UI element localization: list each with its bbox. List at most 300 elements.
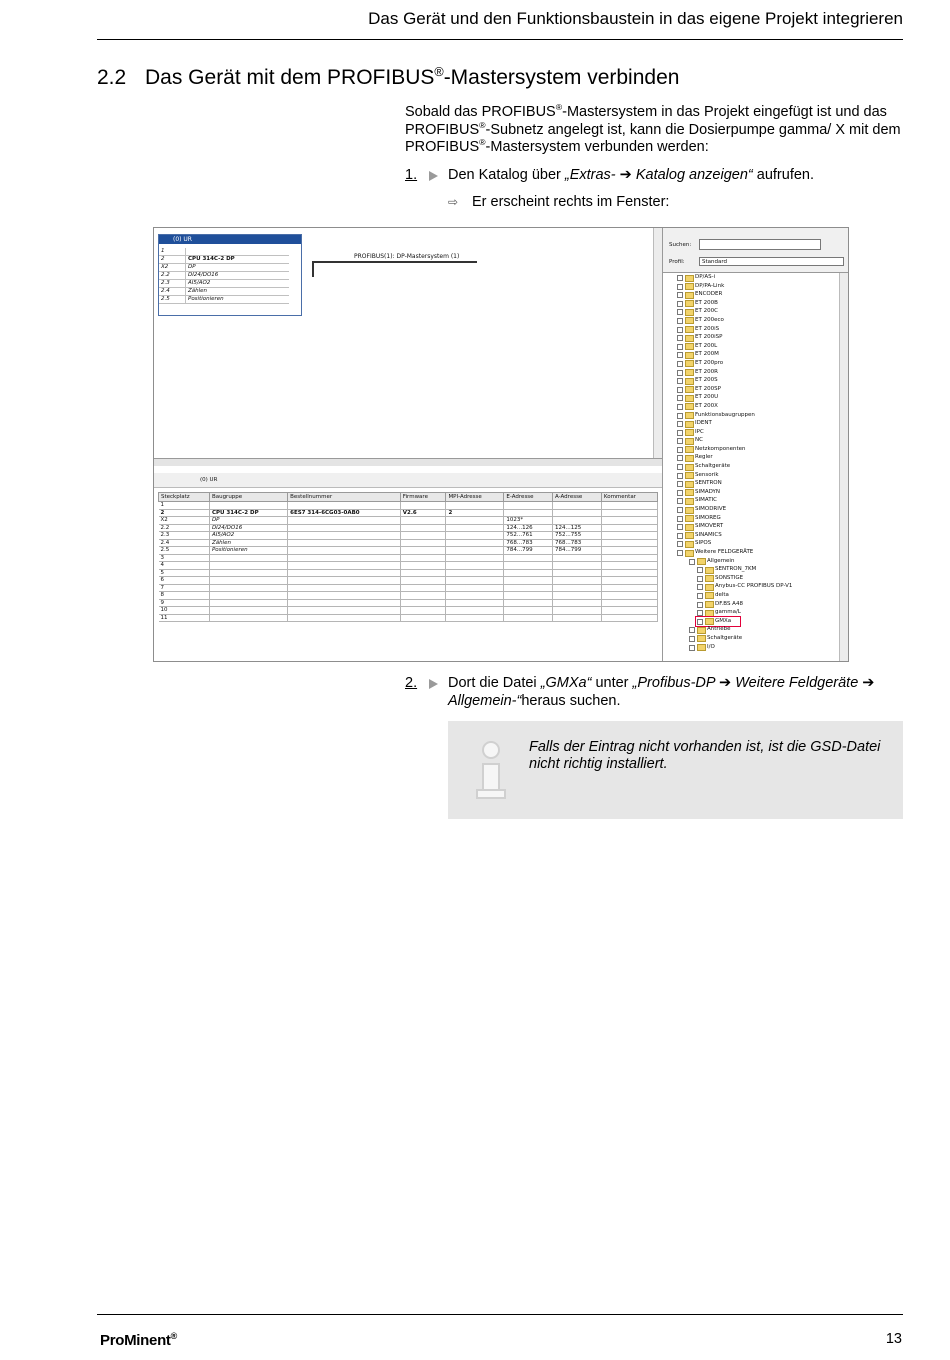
expand-icon[interactable] xyxy=(697,584,703,590)
column-header[interactable]: E-Adresse xyxy=(504,493,553,502)
folder-icon xyxy=(685,472,694,479)
rack-slot: 2 xyxy=(159,256,186,264)
table-cell xyxy=(504,592,553,600)
catalog-tree-item[interactable] xyxy=(663,557,849,566)
table-row[interactable] xyxy=(159,532,658,540)
catalog-vscroll[interactable] xyxy=(839,273,849,661)
step-arrow-icon xyxy=(429,171,438,181)
catalog-tree-item[interactable] xyxy=(663,539,849,548)
table-row[interactable] xyxy=(159,592,658,600)
table-row[interactable] xyxy=(159,614,658,622)
table-cell xyxy=(601,532,657,540)
column-header[interactable]: Firmware xyxy=(400,493,446,502)
table-cell xyxy=(601,569,657,577)
expand-icon[interactable] xyxy=(677,327,683,333)
table-cell xyxy=(288,554,401,562)
catalog-tree-item[interactable] xyxy=(663,316,849,325)
catalog-item-label: IDENT xyxy=(695,420,712,427)
profibus-label: PROFIBUS(1): DP-Mastersystem (1) xyxy=(354,253,460,260)
catalog-tree-item[interactable] xyxy=(663,299,849,308)
step-number: 1. xyxy=(405,167,418,183)
table-cell: 124...125 xyxy=(553,524,602,532)
expand-icon[interactable] xyxy=(677,318,683,324)
section-title-part: -Mastersystem verbinden xyxy=(443,66,680,89)
expand-icon[interactable] xyxy=(677,344,683,350)
catalog-tree-item[interactable] xyxy=(663,582,849,591)
catalog-item-label: Schaltgeräte xyxy=(707,634,743,641)
table-cell xyxy=(209,607,287,615)
table-row[interactable] xyxy=(159,539,658,547)
catalog-tree-item[interactable] xyxy=(663,608,849,617)
expand-icon[interactable] xyxy=(677,507,683,513)
expand-icon[interactable] xyxy=(677,378,683,384)
table-cell: 2.5 xyxy=(159,547,210,555)
hardware-catalog xyxy=(662,228,849,661)
table-cell xyxy=(553,517,602,525)
table-row[interactable] xyxy=(159,502,658,510)
catalog-tree-item[interactable] xyxy=(663,411,849,420)
table-cell xyxy=(504,502,553,510)
table-cell xyxy=(400,569,446,577)
table-cell xyxy=(601,539,657,547)
table-cell xyxy=(209,554,287,562)
catalog-tree-item[interactable] xyxy=(663,617,849,626)
profile-select[interactable]: Standard xyxy=(699,257,844,266)
expand-icon[interactable] xyxy=(689,645,695,651)
table-cell xyxy=(504,562,553,570)
expand-icon[interactable] xyxy=(677,473,683,479)
running-header xyxy=(97,8,903,40)
table-cell: 2.4 xyxy=(159,539,210,547)
folder-icon xyxy=(685,300,694,307)
rack-row[interactable] xyxy=(159,248,289,256)
expand-icon[interactable] xyxy=(677,550,683,556)
table-cell xyxy=(209,599,287,607)
folder-icon xyxy=(685,326,694,333)
catalog-tree-item[interactable] xyxy=(663,325,849,334)
table-cell xyxy=(601,584,657,592)
rack-module: AI5/AO2 xyxy=(186,280,290,288)
expand-icon[interactable] xyxy=(677,370,683,376)
catalog-tree-item[interactable] xyxy=(663,522,849,531)
table-cell: 2 xyxy=(446,509,504,517)
table-cell xyxy=(553,599,602,607)
table-cell xyxy=(400,517,446,525)
expand-icon[interactable] xyxy=(677,301,683,307)
registered-mark: ® xyxy=(479,119,486,130)
expand-icon[interactable] xyxy=(677,413,683,419)
catalog-tree-item[interactable] xyxy=(663,428,849,437)
catalog-item-label: ET 200B xyxy=(695,299,718,306)
step-text-part: heraus suchen. xyxy=(521,692,621,709)
table-row[interactable] xyxy=(159,577,658,585)
catalog-item-label: SIMODRIVE xyxy=(695,506,727,513)
catalog-item-label: delta xyxy=(715,591,729,598)
table-cell: 9 xyxy=(159,599,210,607)
catalog-tree-item[interactable] xyxy=(663,359,849,368)
expand-icon[interactable] xyxy=(677,309,683,315)
catalog-tree-item[interactable] xyxy=(663,496,849,505)
table-cell xyxy=(553,509,602,517)
catalog-tree-item[interactable] xyxy=(663,342,849,351)
table-cell: X2 xyxy=(159,517,210,525)
folder-icon xyxy=(685,489,694,496)
table-cell xyxy=(504,509,553,517)
step-text-part: unter xyxy=(591,675,633,691)
column-header[interactable]: Baugruppe xyxy=(209,493,287,502)
table-cell: 8 xyxy=(159,592,210,600)
catalog-tree-item[interactable] xyxy=(663,462,849,471)
folder-icon xyxy=(685,378,694,385)
expand-icon[interactable] xyxy=(677,490,683,496)
table-row[interactable] xyxy=(159,607,658,615)
column-header[interactable]: MPI-Adresse xyxy=(446,493,504,502)
table-cell: 784...799 xyxy=(553,547,602,555)
table-cell xyxy=(553,577,602,585)
catalog-item-label: ET 200U xyxy=(695,394,719,401)
intro-paragraph xyxy=(405,104,905,157)
expand-icon[interactable] xyxy=(697,567,703,573)
section-title-part: Das Gerät mit dem PROFIBUS xyxy=(145,66,435,89)
catalog-search-input[interactable] xyxy=(699,239,821,250)
table-row[interactable] xyxy=(159,547,658,555)
expand-icon[interactable] xyxy=(677,516,683,522)
table-cell xyxy=(601,607,657,615)
step-result xyxy=(448,194,669,212)
table-cell xyxy=(504,569,553,577)
catalog-tree-item[interactable] xyxy=(663,643,849,652)
folder-icon xyxy=(705,601,714,608)
search-label: Suchen: xyxy=(669,242,692,248)
catalog-item-label: ET 200S xyxy=(695,377,718,384)
info-icon xyxy=(474,741,504,801)
column-header[interactable]: A-Adresse xyxy=(553,493,602,502)
table-cell: V2.6 xyxy=(400,509,446,517)
footer-rule xyxy=(97,1314,903,1315)
table-cell xyxy=(209,614,287,622)
table-row[interactable] xyxy=(159,517,658,525)
table-cell: DP xyxy=(209,517,287,525)
expand-icon[interactable] xyxy=(677,481,683,487)
catalog-item-label: ET 200pro xyxy=(695,359,724,366)
expand-icon[interactable] xyxy=(677,292,683,298)
folder-icon xyxy=(705,575,714,582)
folder-icon xyxy=(685,498,694,505)
table-cell xyxy=(504,599,553,607)
catalog-item-label: SONSTIGE xyxy=(715,574,744,581)
table-cell xyxy=(400,502,446,510)
expand-icon[interactable] xyxy=(677,284,683,290)
folder-icon xyxy=(685,275,694,282)
table-cell xyxy=(504,554,553,562)
table-row[interactable] xyxy=(159,569,658,577)
catalog-tree-item[interactable] xyxy=(663,565,849,574)
catalog-tree-item[interactable] xyxy=(663,531,849,540)
catalog-tree-item[interactable] xyxy=(663,436,849,445)
rack-row[interactable] xyxy=(159,280,289,288)
station-hscroll[interactable] xyxy=(154,458,662,466)
expand-icon[interactable] xyxy=(677,395,683,401)
catalog-tree-item[interactable] xyxy=(663,514,849,523)
table-cell xyxy=(553,569,602,577)
table-row[interactable] xyxy=(159,599,658,607)
table-cell: Zählen xyxy=(209,539,287,547)
folder-icon xyxy=(685,292,694,299)
step-text-part: Dort die Datei xyxy=(448,675,541,691)
registered-mark: ® xyxy=(555,102,563,113)
catalog-tree-item[interactable] xyxy=(663,376,849,385)
column-header[interactable]: Bestellnummer xyxy=(288,493,401,502)
table-cell: 2.3 xyxy=(159,532,210,540)
table-cell: 11 xyxy=(159,614,210,622)
catalog-item-label: ET 200M xyxy=(695,351,719,358)
registered-mark: ® xyxy=(479,137,486,148)
folder-icon xyxy=(685,335,694,342)
table-cell: 768...783 xyxy=(553,539,602,547)
rack-row[interactable] xyxy=(159,296,289,304)
table-cell: 752...761 xyxy=(504,532,553,540)
catalog-tree-item[interactable] xyxy=(663,282,849,291)
expand-icon[interactable] xyxy=(677,455,683,461)
table-cell xyxy=(504,607,553,615)
table-cell xyxy=(446,592,504,600)
folder-icon xyxy=(685,524,694,531)
table-row[interactable] xyxy=(159,554,658,562)
folder-icon xyxy=(697,644,706,651)
prominent-logo xyxy=(100,1332,177,1349)
folder-icon xyxy=(685,438,694,445)
expand-icon[interactable] xyxy=(677,404,683,410)
expand-icon[interactable] xyxy=(677,541,683,547)
expand-icon[interactable] xyxy=(689,636,695,642)
expand-icon[interactable] xyxy=(677,361,683,367)
folder-icon xyxy=(685,446,694,453)
folder-icon xyxy=(685,532,694,539)
folder-icon xyxy=(685,343,694,350)
catalog-tree-item[interactable] xyxy=(663,453,849,462)
catalog-tree-item[interactable] xyxy=(663,368,849,377)
expand-icon[interactable] xyxy=(689,559,695,565)
catalog-tree-item[interactable] xyxy=(663,591,849,600)
table-cell xyxy=(601,554,657,562)
catalog-item-label: ET 200eco xyxy=(695,316,724,323)
table-cell xyxy=(288,547,401,555)
table-cell xyxy=(400,554,446,562)
table-cell xyxy=(601,502,657,510)
detail-table xyxy=(158,492,658,622)
column-header[interactable]: Steckplatz xyxy=(159,493,210,502)
table-cell xyxy=(446,614,504,622)
rack-row[interactable] xyxy=(159,288,289,296)
expand-icon[interactable] xyxy=(677,352,683,358)
expand-icon[interactable] xyxy=(677,438,683,444)
catalog-tree-item[interactable] xyxy=(663,333,849,342)
profibus-stub xyxy=(312,261,314,277)
catalog-tree-item[interactable] xyxy=(663,471,849,480)
folder-icon xyxy=(685,403,694,410)
expand-icon[interactable] xyxy=(677,387,683,393)
table-cell xyxy=(209,592,287,600)
catalog-tree-item[interactable] xyxy=(663,634,849,643)
note-text: Falls der Eintrag nicht vorhanden ist, ist die GSD-Datei nicht richtig installiert. xyxy=(529,739,881,772)
registered-mark: ® xyxy=(170,1331,177,1341)
rack-slot: 2.3 xyxy=(159,280,186,288)
folder-icon xyxy=(685,455,694,462)
folder-icon xyxy=(685,317,694,324)
table-cell xyxy=(553,607,602,615)
catalog-item-label: ET 200R xyxy=(695,368,718,375)
catalog-tree-item[interactable] xyxy=(663,445,849,454)
catalog-item-label: SIMOREG xyxy=(695,514,721,521)
rack-module xyxy=(186,248,290,256)
table-cell: 2.2 xyxy=(159,524,210,532)
rack-window-title: (0) UR xyxy=(159,235,301,244)
catalog-item-label: ET 200SP xyxy=(695,385,721,392)
table-cell xyxy=(400,592,446,600)
step-number: 2. xyxy=(405,675,418,691)
catalog-tree-item[interactable] xyxy=(663,385,849,394)
table-cell: 3 xyxy=(159,554,210,562)
catalog-item-label: SIPOS xyxy=(695,540,712,547)
catalog-item-label: ET 200L xyxy=(695,342,718,349)
catalog-tree-item[interactable] xyxy=(663,625,849,634)
catalog-item-label: Sensorik xyxy=(695,471,719,478)
expand-icon[interactable] xyxy=(697,602,703,608)
folder-icon xyxy=(685,386,694,393)
folder-icon xyxy=(685,507,694,514)
table-row[interactable] xyxy=(159,584,658,592)
rack-row[interactable] xyxy=(159,272,289,280)
table-cell xyxy=(446,562,504,570)
table-cell xyxy=(504,577,553,585)
page-number: 13 xyxy=(885,1331,902,1347)
table-cell xyxy=(288,569,401,577)
catalog-tree-item[interactable] xyxy=(663,600,849,609)
folder-icon xyxy=(705,592,714,599)
step-text-part: Den Katalog über xyxy=(448,167,565,183)
table-cell xyxy=(553,562,602,570)
rack-row[interactable] xyxy=(159,264,289,272)
expand-icon[interactable] xyxy=(677,447,683,453)
table-cell: 2 xyxy=(159,509,210,517)
table-cell: 784...799 xyxy=(504,547,553,555)
rack-slot: X2 xyxy=(159,264,186,272)
expand-icon[interactable] xyxy=(677,533,683,539)
folder-icon xyxy=(685,369,694,376)
table-cell xyxy=(553,502,602,510)
file-name: „GMXa“ xyxy=(540,675,592,691)
table-cell xyxy=(553,554,602,562)
catalog-item-label: gamma/L xyxy=(715,609,741,616)
expand-icon[interactable] xyxy=(697,593,703,599)
expand-icon[interactable] xyxy=(677,430,683,436)
catalog-tree-item[interactable] xyxy=(663,307,849,316)
section-number: 2.2 xyxy=(97,66,127,89)
expand-icon[interactable] xyxy=(689,627,695,633)
table-row[interactable] xyxy=(159,524,658,532)
catalog-tree-item[interactable] xyxy=(663,505,849,514)
table-row[interactable] xyxy=(159,562,658,570)
catalog-tree-item[interactable] xyxy=(663,479,849,488)
catalog-item-label: SIMADYN xyxy=(695,488,721,495)
table-cell xyxy=(209,562,287,570)
table-cell xyxy=(288,532,401,540)
table-cell xyxy=(288,562,401,570)
catalog-item-label: DF.BS A48 xyxy=(715,600,743,607)
intro-text: -Mastersystem verbunden werden: xyxy=(485,139,709,155)
catalog-item-label: Funktionsbaugruppen xyxy=(695,411,755,418)
catalog-header xyxy=(663,228,849,273)
catalog-tree-item[interactable] xyxy=(663,574,849,583)
menu-path: „Profibus-DP ➔ Weitere Feldgeräte ➔ Allgemein-“ xyxy=(448,675,875,709)
rack-table xyxy=(159,248,289,304)
catalog-tree-item[interactable] xyxy=(663,488,849,497)
rack-module: CPU 314C-2 DP xyxy=(186,256,290,264)
catalog-tree-item[interactable] xyxy=(663,273,849,282)
expand-icon[interactable] xyxy=(677,498,683,504)
catalog-item-label: DP/AS-i xyxy=(695,274,716,280)
table-row[interactable] xyxy=(159,509,658,517)
table-cell xyxy=(446,569,504,577)
table-cell xyxy=(288,614,401,622)
table-cell xyxy=(209,502,287,510)
rack-row[interactable] xyxy=(159,256,289,264)
rack-module: DI24/DO16 xyxy=(186,272,290,280)
catalog-tree-item[interactable] xyxy=(663,402,849,411)
catalog-item-label: Weitere FELDGERÄTE xyxy=(695,549,754,555)
folder-icon xyxy=(685,541,694,548)
table-cell: 5 xyxy=(159,569,210,577)
table-cell xyxy=(601,614,657,622)
expand-icon[interactable] xyxy=(677,421,683,427)
table-cell xyxy=(400,599,446,607)
table-cell xyxy=(446,517,504,525)
table-cell xyxy=(446,599,504,607)
step-text-part: aufrufen. xyxy=(752,167,815,183)
folder-icon xyxy=(685,360,694,367)
catalog-tree-item[interactable] xyxy=(663,393,849,402)
folder-icon xyxy=(685,464,694,471)
expand-icon[interactable] xyxy=(677,524,683,530)
column-header[interactable]: Kommentar xyxy=(601,493,657,502)
catalog-tree-item[interactable] xyxy=(663,350,849,359)
expand-icon[interactable] xyxy=(677,464,683,470)
folder-icon xyxy=(697,627,706,634)
expand-icon[interactable] xyxy=(677,335,683,341)
folder-icon xyxy=(685,421,694,428)
step-arrow-icon xyxy=(429,679,438,689)
table-cell xyxy=(400,577,446,585)
expand-icon[interactable] xyxy=(697,576,703,582)
profibus-line xyxy=(312,261,477,263)
catalog-item-label: ET 200iS xyxy=(695,325,720,332)
catalog-tree-item[interactable] xyxy=(663,290,849,299)
catalog-tree-item[interactable] xyxy=(663,548,849,557)
expand-icon[interactable] xyxy=(677,275,683,281)
table-cell xyxy=(446,524,504,532)
table-cell xyxy=(400,562,446,570)
rack-module: Positionieren xyxy=(186,296,290,304)
table-cell xyxy=(601,524,657,532)
table-cell xyxy=(601,562,657,570)
table-cell xyxy=(288,599,401,607)
intro-text: Sobald das PROFIBUS xyxy=(405,104,556,120)
catalog-tree-item[interactable] xyxy=(663,419,849,428)
table-cell: 1 xyxy=(159,502,210,510)
intro-text: -Mastersystem in das Projekt eingefügt ist und das PROFIBUS xyxy=(405,104,887,138)
table-cell xyxy=(601,547,657,555)
rack-slot: 2.2 xyxy=(159,272,186,280)
